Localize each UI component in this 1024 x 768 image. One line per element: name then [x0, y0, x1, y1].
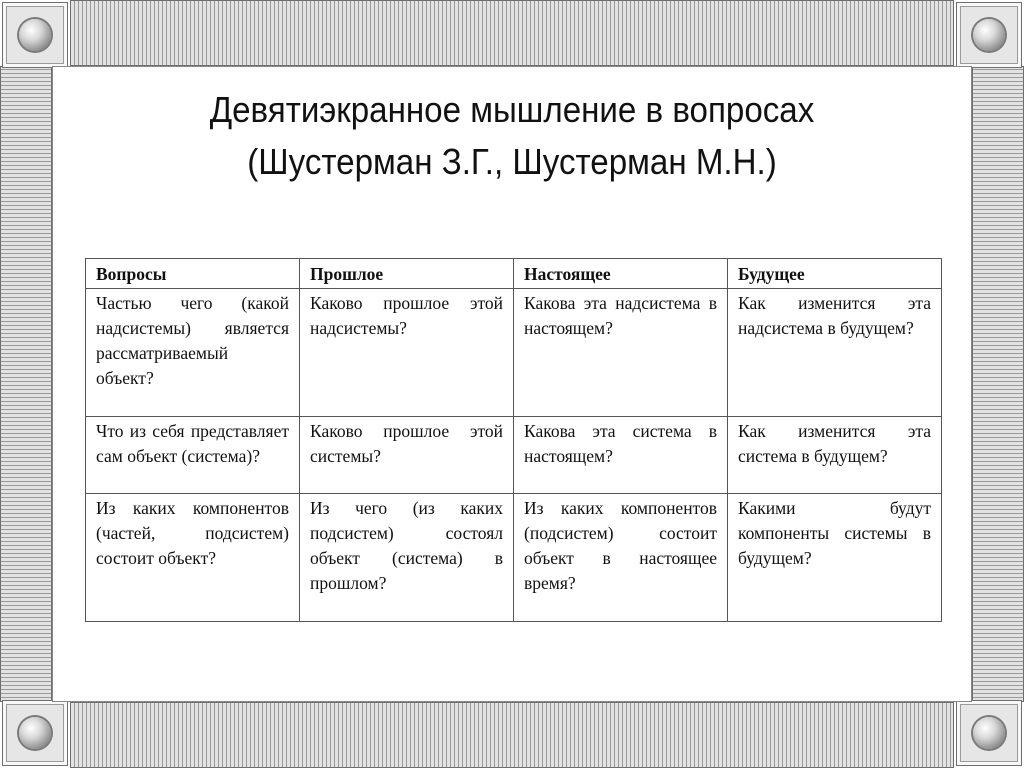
slide-title-line-1: Девятиэкранное мышление в вопросах: [209, 89, 815, 130]
table-cell: Из каких компонентов (частей, подсистем) состоит объект?: [86, 494, 300, 622]
table-header-row: [86, 259, 942, 289]
frame-bottom-bar: [70, 702, 954, 768]
table-cell: Какова эта система в настоящем?: [514, 417, 728, 494]
table-row: [86, 289, 942, 417]
table-cell: Из чего (из каких подсистем) состоял объект (система) в прошлом?: [300, 494, 514, 622]
column-header-questions: Вопросы: [86, 259, 300, 289]
table-cell: Какова эта надсистема в настоящем?: [514, 289, 728, 417]
frame-right-bar: [972, 66, 1024, 702]
column-header-past: Прошлое: [300, 259, 514, 289]
frame-corner-top-right: [956, 2, 1022, 68]
table-cell: Каково прошлое этой системы?: [300, 417, 514, 494]
column-header-present: Настоящее: [514, 259, 728, 289]
frame-left-bar: [0, 66, 52, 702]
nine-screen-table: [85, 258, 942, 622]
frame-corner-bottom-right: [956, 700, 1022, 766]
slide-title-line-2: (Шустерман З.Г., Шустерман М.Н.): [247, 141, 777, 182]
column-header-future: Будущее: [728, 259, 942, 289]
table-cell: Что из себя представляет сам объект (система)?: [86, 417, 300, 494]
frame-top-bar: [70, 0, 954, 66]
frame-corner-top-left: [2, 2, 68, 68]
rivet-icon: [973, 19, 1005, 51]
frame-corner-bottom-left: [2, 700, 68, 766]
table-cell: Как изменится эта система в будущем?: [728, 417, 942, 494]
table-cell: Из каких компонентов (подсистем) состоит объект в настоящее время?: [514, 494, 728, 622]
slide-title: [133, 84, 891, 188]
table-row: [86, 494, 942, 622]
table-cell: Как изменится эта надсистема в будущем?: [728, 289, 942, 417]
rivet-icon: [973, 717, 1005, 749]
rivet-icon: [19, 717, 51, 749]
rivet-icon: [19, 19, 51, 51]
table-cell: Частью чего (какой надсистемы) является рассматриваемый объект?: [86, 289, 300, 417]
table-cell: Какими будут компоненты системы в будущем?: [728, 494, 942, 622]
table-row: [86, 417, 942, 494]
table-cell: Каково прошлое этой надсистемы?: [300, 289, 514, 417]
